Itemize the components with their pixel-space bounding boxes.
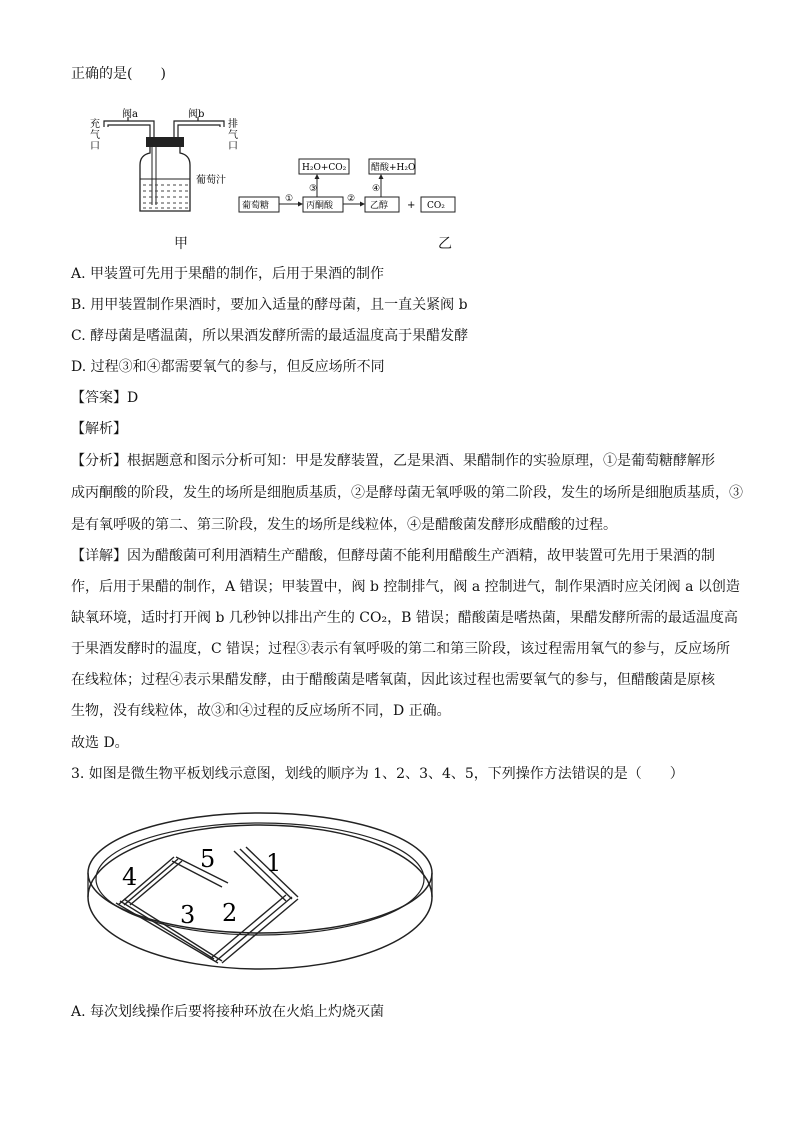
option-a: A. 甲装置可先用于果醋的制作，后用于果酒的制作 bbox=[71, 266, 385, 282]
step-4-label: ④ bbox=[372, 184, 381, 194]
inlet-label-1: 充 bbox=[90, 119, 100, 130]
outlet-label-1: 排 bbox=[228, 119, 238, 130]
conclusion: 故选 D。 bbox=[71, 735, 129, 751]
streak-number-1: 1 bbox=[266, 849, 282, 877]
box-co2: CO₂ bbox=[427, 201, 445, 211]
detail-line-5: 在线粒体；过程④表示果醋发酵，由于醋酸菌是嗜氧菌，因此该过程也需要氧气的参与，但醋酸菌是原核 bbox=[71, 672, 715, 688]
option-d: D. 过程③和④都需要氧气的参与，但反应场所不同 bbox=[71, 359, 385, 375]
outlet-label-3: 口 bbox=[228, 141, 238, 152]
option-b: B. 用甲装置制作果酒时，要加入适量的酵母菌，且一直关紧阀 b bbox=[71, 297, 468, 313]
analysis-line-2: 成丙酮酸的阶段，发生的场所是细胞质基质，②是酵母菌无氧呼吸的第二阶段，发生的场所是细胞质基质，③ bbox=[71, 485, 743, 501]
analysis-line-1: 【分析】根据题意和图示分析可知：甲是发酵装置，乙是果酒、果醋制作的实验原理，①是葡萄糖酵解形 bbox=[71, 453, 715, 469]
step-3-label: ③ bbox=[309, 184, 318, 194]
box-glucose: 葡萄糖 bbox=[242, 201, 270, 211]
question-3-stem: 3. 如图是微生物平板划线示意图，划线的顺序为 1、2、3、4、5，下列操作方法错误的是（ ） bbox=[71, 766, 684, 782]
detail-line-3: 缺氧环境，适时打开阀 b 几秒钟以排出产生的 CO₂，B 错误；醋酸菌是嗜热菌，果醋发酵所需的最适温度高 bbox=[71, 610, 738, 626]
option-c: C. 酵母菌是嗜温菌，所以果酒发酵所需的最适温度高于果醋发酵 bbox=[71, 328, 469, 344]
streak-number-5: 5 bbox=[200, 845, 216, 873]
step-2-label: ② bbox=[347, 194, 356, 204]
detail-line-6: 生物，没有线粒体，故③和④过程的反应场所不同，D 正确。 bbox=[71, 703, 451, 719]
analysis-title: 【解析】 bbox=[71, 421, 127, 437]
step-1-label: ① bbox=[285, 194, 294, 204]
inlet-label-3: 口 bbox=[90, 141, 100, 152]
box-ethanol: 乙醇 bbox=[370, 201, 389, 211]
fermentation-pathway-diagram bbox=[237, 155, 467, 215]
streak-number-3: 3 bbox=[180, 901, 196, 929]
figure-yi-label: 乙 bbox=[438, 236, 452, 252]
inlet-label-2: 气 bbox=[90, 130, 100, 141]
q3-option-a: A. 每次划线操作后要将接种环放在火焰上灼烧灭菌 bbox=[71, 1004, 385, 1020]
box-pyruvate: 丙酮酸 bbox=[306, 201, 334, 211]
outlet-label-2: 气 bbox=[228, 130, 238, 141]
detail-line-2: 作，后用于果醋的制作，A 错误；甲装置中，阀 b 控制排气，阀 a 控制进气，制作果酒时应关闭阀 a 以创造 bbox=[71, 579, 740, 595]
figure-jia-label: 甲 bbox=[174, 236, 188, 252]
analysis-line-3: 是有氧呼吸的第二、第三阶段，发生的场所是线粒体，④是醋酸菌发酵形成醋酸的过程。 bbox=[71, 517, 617, 533]
box-acetic-acid: 醋酸+H₂O bbox=[371, 163, 416, 173]
fermentation-apparatus-diagram bbox=[88, 107, 248, 222]
answer: 【答案】D bbox=[71, 390, 139, 406]
juice-label: 葡萄汁 bbox=[196, 175, 226, 186]
plus-sign: + bbox=[407, 200, 416, 211]
question-intro: 正确的是( ) bbox=[71, 66, 166, 82]
streak-number-4: 4 bbox=[122, 863, 138, 891]
streak-number-2: 2 bbox=[222, 899, 238, 927]
valve-a-label: 阀a bbox=[122, 109, 138, 120]
box-h2o-co2: H₂O+CO₂ bbox=[302, 163, 347, 173]
petri-dish-streak-diagram bbox=[80, 805, 440, 985]
detail-line-1: 【详解】因为醋酸菌可利用酒精生产醋酸，但酵母菌不能利用醋酸生产酒精，故甲装置可先用于果酒的制 bbox=[71, 548, 715, 564]
valve-b-label: 阀b bbox=[188, 109, 205, 120]
detail-line-4: 于果酒发酵时的温度，C 错误；过程③表示有氧呼吸的第二和第三阶段，该过程需用氧气的参与，反应场所 bbox=[71, 641, 731, 657]
